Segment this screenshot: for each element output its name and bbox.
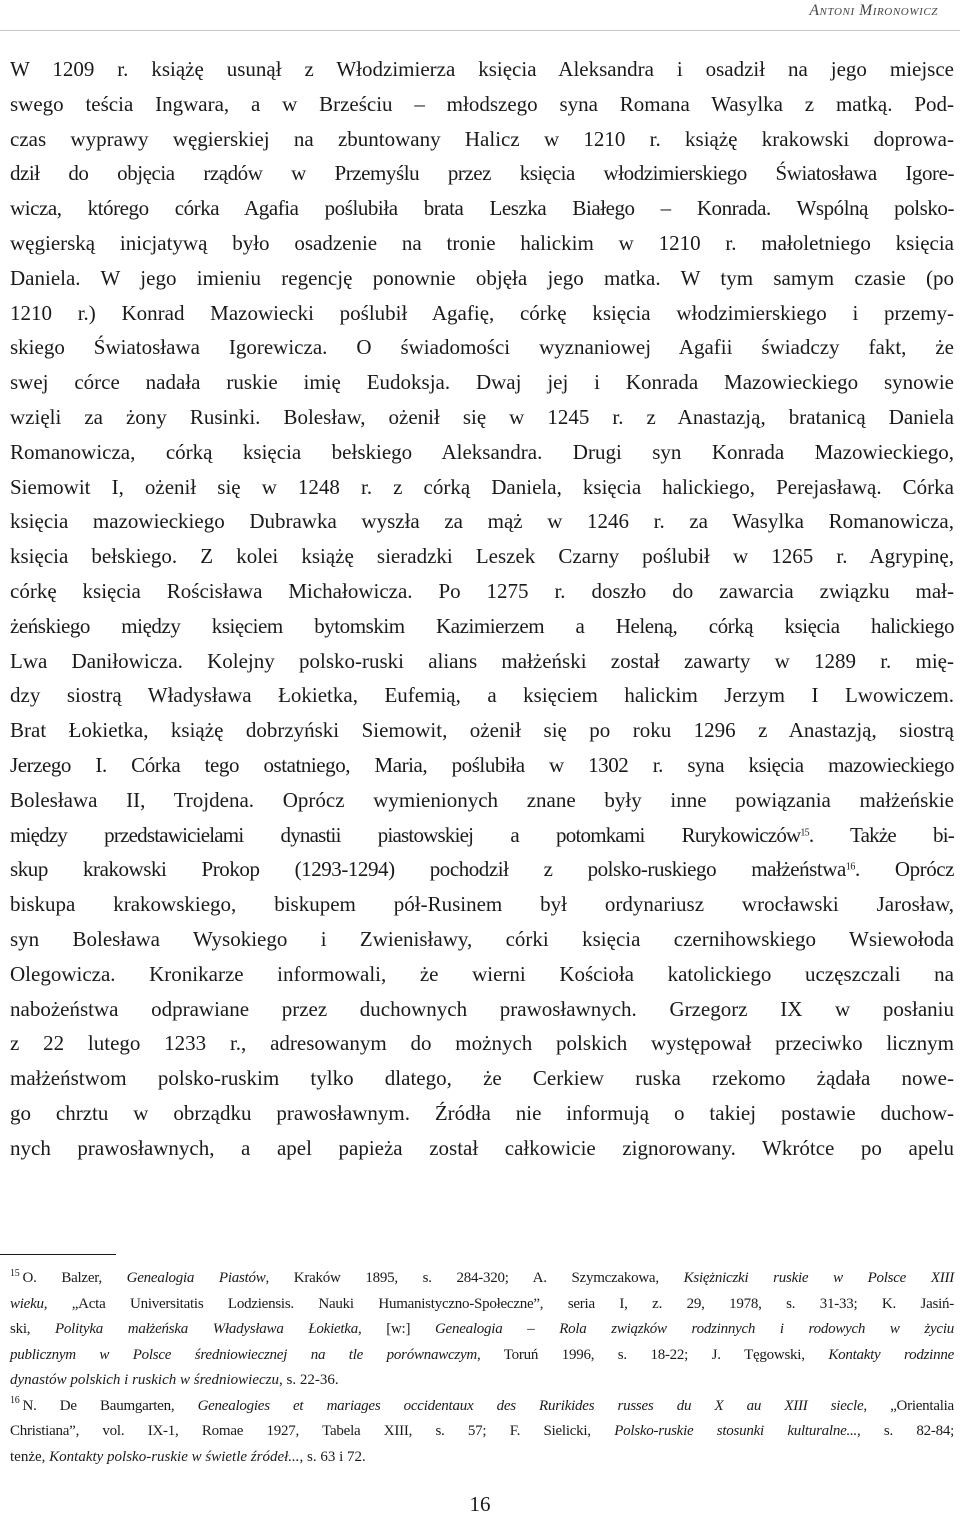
footnote-text: ski, — [10, 1321, 56, 1337]
footnote-15-line — [10, 1368, 954, 1394]
footnote-15-line — [10, 1343, 954, 1369]
text-line: Siemowit I, ożenił się w 1248 r. z córką Daniela, księcia halickiego, Perejasławą. Córka — [10, 474, 954, 499]
footnote-separator — [0, 1254, 116, 1255]
footnote-title: Kontakty polsko-ruskie w świetle źródeł... — [49, 1448, 300, 1465]
text-line — [10, 818, 954, 853]
text-line: dził do objęcia rządów w Przemyślu przez księcia włodzimierskiego Światosława Igore- — [10, 161, 954, 186]
footnote-16-line — [10, 1445, 954, 1471]
main-text — [10, 52, 954, 1166]
footnote-title: Genealogia – Rola związków rodzinnych i rodowych w życiu — [434, 1321, 954, 1337]
running-head — [809, 2, 938, 20]
footnote-15-line — [10, 1317, 954, 1343]
footnote-title: Genealogia Piastów — [126, 1270, 266, 1286]
footnote-title: Księżniczki ruskie w Polsce XIII — [683, 1270, 954, 1286]
text-line: swego teścia Ingwara, a w Brześciu – młodszego syna Romana Wasylka z matką. Pod- — [10, 91, 954, 116]
text-line: węgierską inicjatywą było osadzenie na tronie halickim w 1210 r. małoletniego księcia — [10, 230, 954, 255]
text-line: go chrztu w obrządku prawosławnym. Źródła nie informują o takiej postawie duchow- — [10, 1100, 954, 1125]
footnote-16-line — [10, 1419, 954, 1445]
text-line: nabożeństwa odprawiane przez duchownych prawosławnych. Grzegorz IX w posłaniu — [10, 996, 954, 1021]
footnote-16-line — [10, 1394, 954, 1420]
footnote-text: , „Acta Universitatis Lodziensis. Nauki Humanistyczno-Społeczne”, seria I, z. 29, 1978, s. 31-33; K. Jasiń- — [43, 1295, 954, 1312]
footnote-title: Polityka małżeńska Władysława Łokietka — [55, 1321, 358, 1337]
text-line: nych prawosławnych, a apel papieża został całkowicie zignorowany. Wkrótce po apelu — [10, 1135, 954, 1160]
footnote-text: , Kraków 1895, s. 284-320; A. Szymczakowa, — [265, 1270, 684, 1286]
footnote-title: dynastów polskich i ruskich w średniowieczu — [10, 1372, 280, 1388]
footnote-number: 16 — [10, 1395, 20, 1406]
text-line-part: skup krakowski Prokop (1293-1294) pochodził z polsko-ruskiego małżeństwa — [10, 857, 846, 882]
text-line: syn Bolesława Wysokiego i Zwienisławy, córki księcia czernihowskiego Wsiewołoda — [10, 926, 954, 951]
footnote-text: , s. 63 i 72. — [299, 1448, 366, 1465]
text-line: Bolesława II, Trojdena. Oprócz wymienionych znane były inne powiązania małżeńskie — [10, 787, 954, 812]
text-line: Jerzego I. Córka tego ostatniego, Maria, poślubiła w 1302 r. syna księcia mazowieckiego — [10, 752, 954, 777]
text-line: biskupa krakowskiego, biskupem pół-Rusinem był ordynariusz wrocławski Jarosław, — [10, 892, 954, 917]
footnote-text: Christiana”, vol. IX-1, Romae 1927, Tabela XIII, s. 57; F. Sielicki, — [10, 1423, 615, 1439]
footnote-text: tenże, — [10, 1448, 50, 1465]
text-line: W 1209 r. książę usunął z Włodzimierza księcia Aleksandra i osadził na jego miejsce — [10, 57, 954, 81]
text-line-part: . Także bi- — [808, 822, 954, 847]
footnote-title: wieku — [10, 1295, 44, 1312]
footnote-15-line — [10, 1292, 954, 1318]
text-line: księcia bełskiego. Z kolei książę sieradzki Leszek Czarny poślubił w 1265 r. Agrypinę, — [10, 544, 954, 569]
text-line — [10, 852, 954, 887]
footnote-text: N. De Baumgarten, — [22, 1397, 198, 1414]
text-line: wzięli za żony Rusinki. Bolesław, ożenił się w 1245 r. z Anastazją, bratanicą Daniela — [10, 404, 954, 429]
text-line: Brat Łokietka, książę dobrzyński Siemowit, ożenił się po roku 1296 z Anastazją, siostrą — [10, 718, 954, 743]
footnote-title: Polsko-ruskie stosunki kulturalne... — [614, 1423, 857, 1439]
footnote-ref-16[interactable]: 16 — [845, 861, 855, 873]
text-line: Romanowicza, córką księcia bełskiego Aleksandra. Drugi syn Konrada Mazowieckiego, — [10, 439, 954, 464]
running-head-title: Antoni Mironowicz — [809, 2, 938, 19]
page-number: 16 — [469, 1492, 491, 1516]
footnote-text: , Toruń 1996, s. 18-22; J. Tęgowski, — [476, 1346, 829, 1363]
text-line: czas wyprawy węgierskiej na zbuntowany Halicz w 1210 r. książę krakowski doprowa- — [10, 126, 954, 151]
footnotes — [10, 1266, 954, 1470]
footnote-text: O. Balzer, — [22, 1270, 127, 1286]
text-line: z 22 lutego 1233 r., adresowanym do możnych polskich występował przeciwko licznym — [10, 1031, 954, 1056]
text-line: Olegowicza. Kronikarze informowali, że wierni Kościoła katolickiego uczęszczali na — [10, 961, 954, 986]
text-line-part: między przedstawicielami dynastii piastowskiej a potomkami Rurykowiczów — [10, 822, 801, 847]
text-line-part: . Oprócz — [854, 857, 954, 882]
footnote-text: , s. 22-36. — [279, 1372, 339, 1388]
text-line: żeńskiego między księciem bytomskim Kazimierzem a Heleną, córką księcia halickiego — [10, 613, 954, 638]
text-line: swej córce nadała ruskie imię Eudoksja. Dwaj jej i Konrada Mazowieckiego synowie — [10, 370, 954, 395]
text-line: 1210 r.) Konrad Mazowiecki poślubił Agafię, córkę księcia włodzimierskiego i przemy- — [10, 300, 954, 325]
text-line: skiego Światosława Igorewicza. O świadomości wyznaniowej Agafii świadczy fakt, że — [10, 335, 954, 360]
text-line: księcia mazowieckiego Dubrawka wyszła za mąż w 1246 r. za Wasylka Romanowicza, — [10, 509, 954, 534]
text-line: małżeństwom polsko-ruskim tylko dlatego, że Cerkiew ruska rzekomo żądała nowe- — [10, 1066, 954, 1091]
footnote-15-line — [10, 1266, 954, 1292]
header-rule — [0, 30, 960, 31]
text-line: Daniela. W jego imieniu regencję ponownie objęła jego matka. W tym samym czasie (po — [10, 265, 954, 290]
text-line: dzy siostrą Władysława Łokietka, Eufemią, a księciem halickim Jerzym I Lwowiczem. — [10, 683, 954, 708]
footnote-text: , „Orientalia — [863, 1397, 954, 1414]
footnote-text: , s. 82-84; — [857, 1423, 954, 1439]
footnote-ref-15[interactable]: 15 — [800, 827, 809, 839]
text-line: wicza, którego córka Agafia poślubiła brata Leszka Białego – Konrada. Wspólną polsko- — [10, 196, 954, 221]
text-line: Lwa Daniłowicza. Kolejny polsko-ruski alians małżeński został zawarty w 1289 r. mię- — [10, 648, 954, 673]
text-line: córkę księcia Rościsława Michałowicza. Po 1275 r. doszło do zawarcia związku mał- — [10, 578, 954, 603]
footnote-title: Kontakty rodzinne — [828, 1346, 954, 1363]
footnote-title: publicznym w Polsce średniowiecznej na tle porównawczym — [10, 1346, 477, 1363]
footnote-text: , [w:] — [357, 1321, 435, 1337]
footnote-number: 15 — [10, 1267, 20, 1279]
footnote-title: Genealogies et mariages occidentaux des Rurikides russes du X au XIII siecle — [197, 1397, 864, 1414]
